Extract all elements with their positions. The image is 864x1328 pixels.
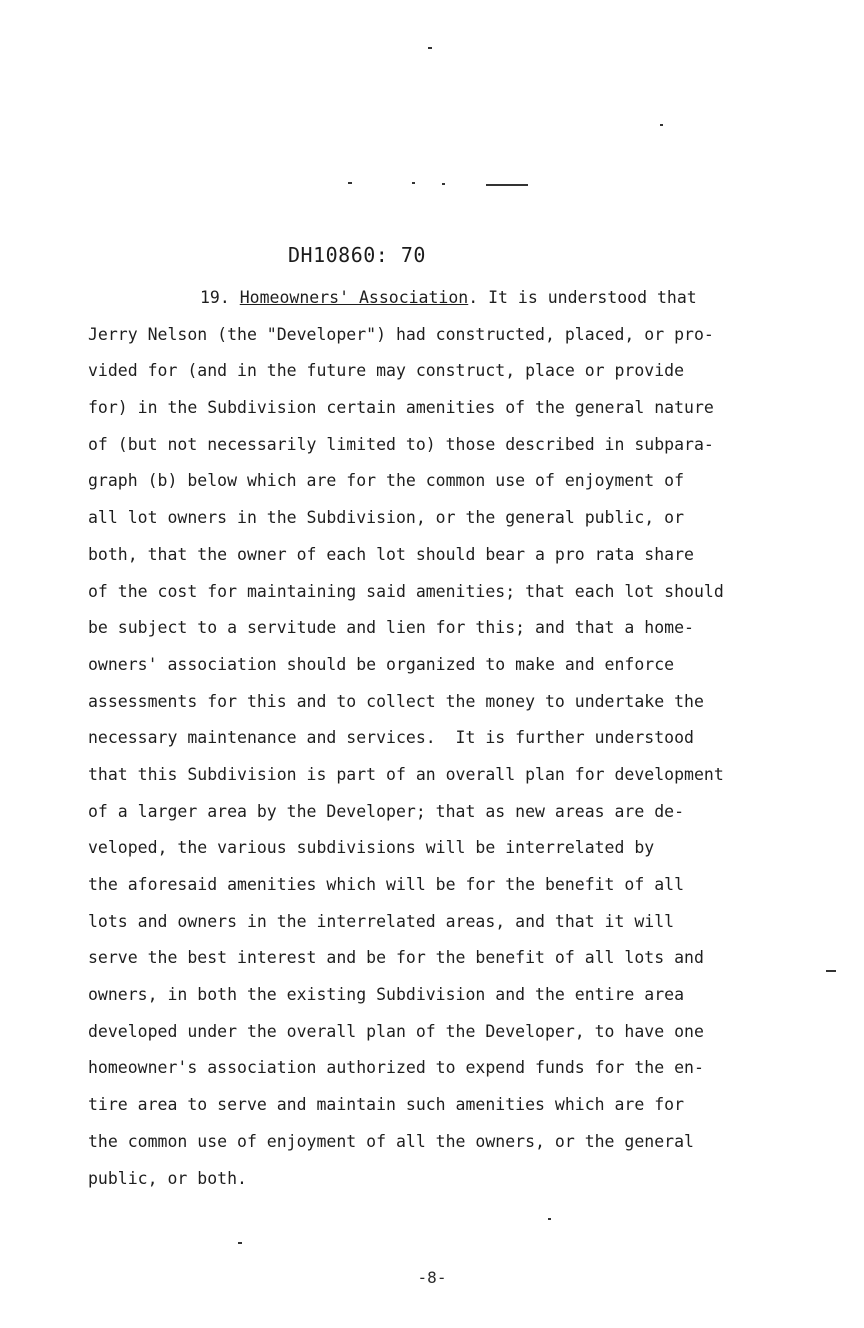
text-line: developed under the overall plan of the Developer, to have one [88, 1021, 704, 1041]
document-stamp: DH10860: 70 [288, 243, 426, 267]
scan-speck [348, 182, 352, 184]
scan-speck [486, 184, 528, 186]
paragraph-19 [88, 280, 828, 1197]
scan-speck [238, 1242, 242, 1244]
text-line: the aforesaid amenities which will be for the benefit of all [88, 875, 685, 894]
text-line: owners' association should be organized to make and enforce [88, 654, 675, 674]
text-line: be subject to a servitude and lien for this; and that a home- [88, 618, 694, 638]
text-line: Jerry Nelson (the "Developer") had constructed, placed, or pro- [88, 324, 714, 344]
text-line: lots and owners in the interrelated areas, and that it will [88, 911, 675, 931]
text-line: tire area to serve and maintain such amenities which are for [88, 1095, 685, 1115]
text-line: . It is understood that [468, 288, 697, 307]
text-line: public, or both. [88, 1168, 247, 1188]
text-line: both, that the owner of each lot should bear a pro rata share [88, 544, 694, 564]
scan-speck [412, 182, 415, 184]
text-line: the common use of enjoyment of all the owners, or the general [88, 1131, 694, 1151]
text-line: veloped, the various subdivisions will be interrelated by [88, 838, 655, 858]
scan-speck [660, 124, 663, 126]
text-line: of a larger area by the Developer; that as new areas are de- [88, 801, 685, 821]
text-line: for) in the Subdivision certain amenities of the general nature [88, 398, 714, 418]
scan-speck [548, 1218, 551, 1220]
text-line: necessary maintenance and services. It is further understood [88, 728, 694, 748]
text-line: all lot owners in the Subdivision, or the general public, or [88, 508, 685, 528]
text-line: homeowner's association authorized to expend funds for the en- [88, 1058, 704, 1078]
scan-speck [442, 183, 445, 185]
text-line: owners, in both the existing Subdivision and the entire area [88, 985, 685, 1005]
text-line: of the cost for maintaining said amenities; that each lot should [88, 581, 724, 601]
text-line: graph (b) below which are for the common use of enjoyment of [88, 471, 685, 491]
text-line: assessments for this and to collect the money to undertake the [88, 691, 704, 711]
scan-speck [428, 47, 432, 49]
text-line: serve the best interest and be for the benefit of all lots and [88, 948, 704, 968]
text-line: that this Subdivision is part of an overall plan for development [88, 764, 724, 784]
text-line: of (but not necessarily limited to) those described in subpara- [88, 434, 714, 454]
paragraph-first-line [88, 280, 828, 317]
paragraph-heading: Homeowners' Association [239, 288, 469, 307]
text-line: vided for (and in the future may construct, place or provide [88, 361, 685, 381]
page-number: -8- [417, 1268, 447, 1287]
paragraph-number: 19. [200, 288, 230, 307]
